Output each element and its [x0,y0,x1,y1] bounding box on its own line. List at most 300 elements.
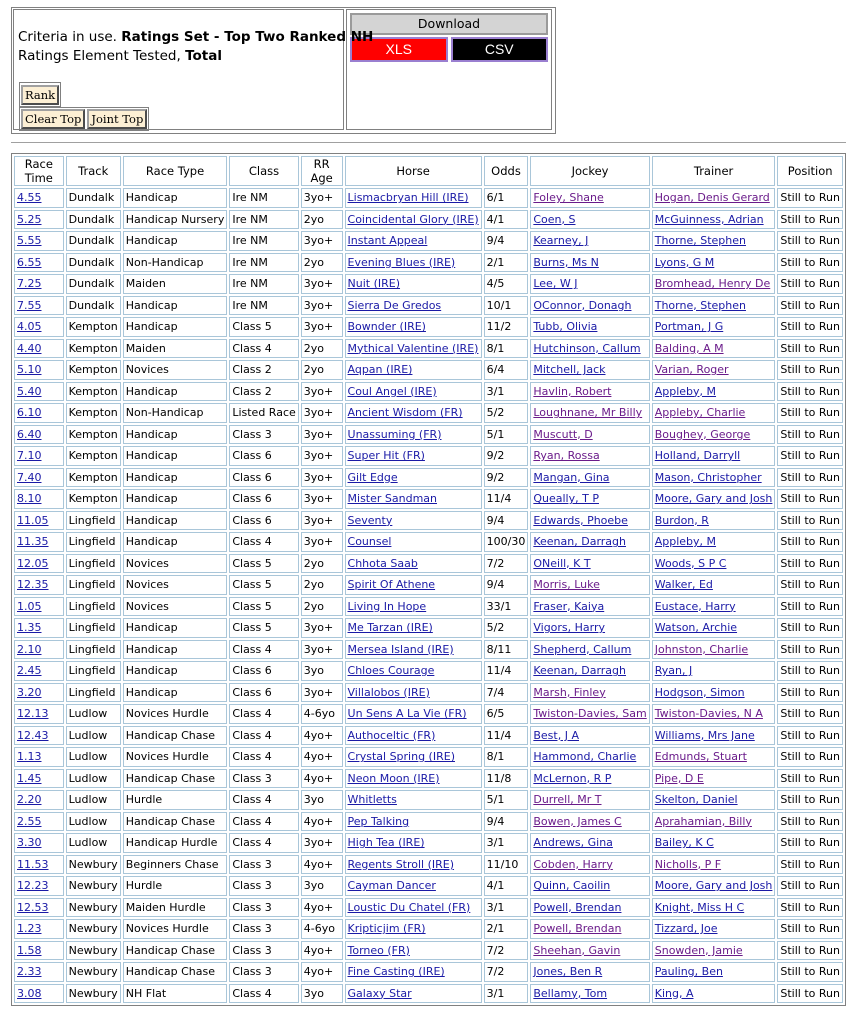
trainer-link[interactable]: Pauling, Ben [654,965,723,979]
joint-top-button[interactable]: Joint Top [87,109,147,129]
race-type-cell: Hurdle [123,790,228,810]
trainer-link[interactable]: Appleby, M [654,535,717,549]
jockey-link[interactable]: Mitchell, Jack [533,363,606,377]
odds-cell: 10/1 [484,296,529,316]
trainer-link[interactable]: Appleby, M [654,384,717,398]
jockey-link[interactable]: Keenan, Darragh [533,535,626,549]
horse-link[interactable]: Spirit Of Athene [347,578,436,592]
horse-link[interactable]: Instant Appeal [347,234,428,248]
trainer-link[interactable]: Walker, Ed [654,578,713,592]
position-cell: Still to Run [777,511,843,531]
trainer-link[interactable]: Moore, Gary and Josh [654,492,773,506]
jockey-link[interactable]: Quinn, Caoilin [533,879,611,893]
class-cell: Class 3 [229,855,298,875]
horse-cell [345,661,482,681]
horse-link[interactable]: Whitletts [347,793,397,807]
track-cell: Dundalk [66,274,121,294]
jockey-link[interactable]: Burns, Ms N [533,255,599,269]
race-time-cell [14,683,64,703]
horse-link[interactable]: Living In Hope [347,599,427,613]
position-cell: Still to Run [777,855,843,875]
track-cell: Kempton [66,382,121,402]
horse-link[interactable]: Seventy [347,513,393,527]
track-cell: Kempton [66,425,121,445]
trainer-link[interactable]: Knight, Miss H C [654,900,745,914]
race-time-link[interactable]: 12.13 [17,707,49,721]
horse-link[interactable]: Mister Sandman [347,492,437,506]
track-cell: Kempton [66,317,121,337]
jockey-link[interactable]: Foley, Shane [533,191,604,205]
track-cell: Kempton [66,468,121,488]
clear-top-button[interactable]: Clear Top [21,109,85,129]
age-cell: 4yo+ [301,812,343,832]
race-time-link[interactable]: 1.45 [17,771,42,785]
trainer-link[interactable]: McGuinness, Adrian [654,212,764,226]
horse-cell [345,790,482,810]
trainer-link[interactable]: Ryan, J [654,664,693,678]
position-cell: Still to Run [777,769,843,789]
race-time-link[interactable]: 1.05 [17,599,42,613]
horse-link[interactable]: Coincidental Glory (IRE) [347,212,479,226]
position-cell: Still to Run [777,941,843,961]
trainer-cell [652,339,776,359]
jockey-cell [530,640,649,660]
jockey-link[interactable]: Shepherd, Callum [533,642,632,656]
odds-cell: 4/1 [484,876,529,896]
jockey-link[interactable]: OConnor, Donagh [533,298,632,312]
table-row [14,360,843,380]
horse-link[interactable]: Authoceltic (FR) [347,728,436,742]
table-row [14,855,843,875]
class-cell: Class 3 [229,941,298,961]
class-cell: Class 3 [229,898,298,918]
race-type-cell: Novices Hurdle [123,919,228,939]
race-time-link[interactable]: 11.05 [17,513,49,527]
age-cell: 2yo [301,339,343,359]
class-cell: Class 6 [229,446,298,466]
race-time-link[interactable]: 2.55 [17,814,42,828]
trainer-link[interactable]: Appleby, Charlie [654,406,746,420]
race-type-cell: Handicap [123,511,228,531]
race-time-link[interactable]: 6.10 [17,406,42,420]
trainer-link[interactable]: Bromhead, Henry De [654,277,771,291]
track-cell: Lingfield [66,640,121,660]
horse-cell [345,855,482,875]
jockey-link[interactable]: Andrews, Gina [533,836,613,850]
age-cell: 4-6yo [301,704,343,724]
horse-cell [345,511,482,531]
trainer-cell [652,274,776,294]
position-cell: Still to Run [777,489,843,509]
horse-cell [345,704,482,724]
race-time-link[interactable]: 12.53 [17,900,49,914]
race-time-cell [14,941,64,961]
class-cell: Class 6 [229,661,298,681]
trainer-link[interactable]: Mason, Christopher [654,470,762,484]
jockey-link[interactable]: Hutchinson, Callum [533,341,641,355]
race-time-cell [14,489,64,509]
column-header: Race Type [123,156,228,186]
horse-cell [345,339,482,359]
jockey-link[interactable]: Loughnane, Mr Billy [533,406,643,420]
table-row [14,532,843,552]
race-time-link[interactable]: 6.55 [17,255,42,269]
race-time-link[interactable]: 2.20 [17,793,42,807]
odds-cell: 11/8 [484,769,529,789]
horse-link[interactable]: Villalobos (IRE) [347,685,430,699]
jockey-link[interactable]: McLernon, R P [533,771,612,785]
track-cell: Dundalk [66,210,121,230]
race-time-link[interactable]: 5.10 [17,363,42,377]
race-time-link[interactable]: 7.10 [17,449,42,463]
race-time-link[interactable]: 1.35 [17,621,42,635]
column-header: Horse [345,156,482,186]
race-time-cell [14,833,64,853]
age-cell: 3yo [301,984,343,1004]
trainer-link[interactable]: Twiston-Davies, N A [654,707,763,721]
trainer-cell [652,941,776,961]
trainer-link[interactable]: Pipe, D E [654,771,704,785]
track-cell: Kempton [66,446,121,466]
position-cell: Still to Run [777,382,843,402]
jockey-link[interactable]: Fraser, Kaiya [533,599,605,613]
odds-cell: 9/4 [484,511,529,531]
race-time-cell [14,339,64,359]
position-cell: Still to Run [777,274,843,294]
position-cell: Still to Run [777,575,843,595]
trainer-link[interactable]: Eustace, Harry [654,599,736,613]
jockey-link[interactable]: Kearney, J [533,234,589,248]
jockey-cell [530,296,649,316]
jockey-link[interactable]: Marsh, Finley [533,685,606,699]
horse-link[interactable]: Loustic Du Chatel (FR) [347,900,471,914]
table-row [14,554,843,574]
race-type-cell: Handicap [123,188,228,208]
download-title: Download [350,13,548,35]
race-time-link[interactable]: 6.40 [17,427,42,441]
jockey-link[interactable]: Morris, Luke [533,578,600,592]
race-time-link[interactable]: 3.08 [17,986,42,1000]
download-panel [346,9,552,130]
position-cell: Still to Run [777,898,843,918]
race-time-link[interactable]: 7.25 [17,277,42,291]
trainer-link[interactable]: Williams, Mrs Jane [654,728,755,742]
jockey-link[interactable]: Ryan, Rossa [533,449,600,463]
trainer-link[interactable]: Bailey, K C [654,836,714,850]
jockey-link[interactable]: Bellamy, Tom [533,986,608,1000]
position-cell: Still to Run [777,726,843,746]
horse-link[interactable]: Neon Moon (IRE) [347,771,440,785]
trainer-cell [652,618,776,638]
race-type-cell: Beginners Chase [123,855,228,875]
jockey-link[interactable]: Cobden, Harry [533,857,613,871]
horse-link[interactable]: Coul Angel (IRE) [347,384,437,398]
horse-link[interactable]: Aqpan (IRE) [347,363,413,377]
table-row [14,575,843,595]
jockey-link[interactable]: Durrell, Mr T [533,793,602,807]
horse-link[interactable]: Lismacbryan Hill (IRE) [347,191,469,205]
race-time-cell [14,790,64,810]
race-time-link[interactable]: 4.40 [17,341,42,355]
horse-link[interactable]: Un Sens A La Vie (FR) [347,707,467,721]
trainer-link[interactable]: Burdon, R [654,513,709,527]
age-cell: 4yo+ [301,769,343,789]
jockey-cell [530,747,649,767]
horse-link[interactable]: Cayman Dancer [347,879,436,893]
position-cell: Still to Run [777,210,843,230]
trainer-cell [652,812,776,832]
race-time-link[interactable]: 7.40 [17,470,42,484]
race-time-link[interactable]: 11.35 [17,535,49,549]
horse-link[interactable]: Nuit (IRE) [347,277,401,291]
horse-link[interactable]: Super Hit (FR) [347,449,425,463]
jockey-cell [530,317,649,337]
race-type-cell: Handicap Chase [123,962,228,982]
trainer-link[interactable]: Moore, Gary and Josh [654,879,773,893]
horse-link[interactable]: Unassuming (FR) [347,427,442,441]
class-cell: Class 4 [229,833,298,853]
race-time-link[interactable]: 12.23 [17,879,49,893]
table-row [14,210,843,230]
position-cell: Still to Run [777,618,843,638]
trainer-cell [652,876,776,896]
trainer-link[interactable]: Tizzard, Joe [654,922,718,936]
race-type-cell: Handicap [123,489,228,509]
track-cell: Kempton [66,360,121,380]
age-cell: 4yo+ [301,747,343,767]
jockey-cell [530,511,649,531]
jockey-link[interactable]: Coen, S [533,212,576,226]
race-time-cell [14,446,64,466]
horse-link[interactable]: Sierra De Gredos [347,298,442,312]
trainer-link[interactable]: Portman, J G [654,320,724,334]
horse-link[interactable]: Fine Casting (IRE) [347,965,445,979]
jockey-link[interactable]: Havlin, Robert [533,384,612,398]
trainer-link[interactable]: Watson, Archie [654,621,738,635]
horse-link[interactable]: Galaxy Star [347,986,412,1000]
trainer-cell [652,360,776,380]
horse-cell [345,446,482,466]
jockey-link[interactable]: Keenan, Darragh [533,664,626,678]
odds-cell: 6/4 [484,360,529,380]
trainer-link[interactable]: Aprahamian, Billy [654,814,752,828]
odds-cell: 6/1 [484,188,529,208]
race-time-link[interactable]: 4.55 [17,191,42,205]
race-time-link[interactable]: 8.10 [17,492,42,506]
track-cell: Newbury [66,941,121,961]
jockey-cell [530,253,649,273]
race-time-link[interactable]: 3.30 [17,836,42,850]
race-time-link[interactable]: 12.35 [17,578,49,592]
jockey-link[interactable]: Tubb, Olivia [533,320,598,334]
jockey-link[interactable]: ONeill, K T [533,556,591,570]
horse-link[interactable]: Chloes Courage [347,664,435,678]
race-time-cell [14,812,64,832]
trainer-link[interactable]: Holland, Darryll [654,449,741,463]
race-time-link[interactable]: 4.05 [17,320,42,334]
jockey-link[interactable]: Queally, T P [533,492,599,506]
horse-link[interactable]: Bownder (IRE) [347,320,426,334]
odds-cell: 6/5 [484,704,529,724]
horse-link[interactable]: Torneo (FR) [347,943,410,957]
odds-cell: 5/1 [484,790,529,810]
trainer-cell [652,747,776,767]
race-type-cell: Handicap [123,317,228,337]
table-row [14,941,843,961]
class-cell: Class 4 [229,704,298,724]
age-cell: 4yo+ [301,941,343,961]
race-type-cell: Handicap Chase [123,726,228,746]
trainer-link[interactable]: Balding, A M [654,341,724,355]
race-time-cell [14,360,64,380]
race-time-link[interactable]: 1.13 [17,750,42,764]
trainer-link[interactable]: King, A [654,986,694,1000]
race-time-link[interactable]: 12.43 [17,728,49,742]
download-buttons [350,37,548,62]
jockey-link[interactable]: Sheehan, Gavin [533,943,621,957]
jockey-cell [530,898,649,918]
race-time-link[interactable]: 12.05 [17,556,49,570]
trainer-link[interactable]: Hogan, Denis Gerard [654,191,770,205]
horse-link[interactable]: Kripticjim (FR) [347,922,426,936]
column-header: Jockey [530,156,649,186]
horse-cell [345,489,482,509]
trainer-cell [652,532,776,552]
race-type-cell: Non-Handicap [123,253,228,273]
race-time-link[interactable]: 5.55 [17,234,42,248]
jockey-link[interactable]: Vigors, Harry [533,621,606,635]
age-cell: 4yo+ [301,726,343,746]
table-row [14,661,843,681]
horse-link[interactable]: Me Tarzan (IRE) [347,621,433,635]
horse-link[interactable]: Evening Blues (IRE) [347,255,456,269]
trainer-cell [652,683,776,703]
xls-download-button[interactable]: XLS [350,37,448,62]
track-cell: Ludlow [66,812,121,832]
jockey-cell [530,919,649,939]
track-cell: Newbury [66,898,121,918]
trainer-cell [652,317,776,337]
jockey-cell [530,704,649,724]
jockey-cell [530,532,649,552]
class-cell: Class 4 [229,726,298,746]
odds-cell: 3/1 [484,382,529,402]
trainer-link[interactable]: Thorne, Stephen [654,298,746,312]
jockey-cell [530,984,649,1004]
race-time-link[interactable]: 1.58 [17,943,42,957]
horse-cell [345,640,482,660]
race-time-cell [14,317,64,337]
jockey-cell [530,210,649,230]
class-cell: Class 6 [229,489,298,509]
horse-link[interactable]: Crystal Spring (IRE) [347,750,455,764]
age-cell: 3yo+ [301,489,343,509]
table-row [14,769,843,789]
jockey-cell [530,812,649,832]
race-time-link[interactable]: 3.20 [17,685,42,699]
trainer-link[interactable]: Edmunds, Stuart [654,750,747,764]
jockey-link[interactable]: Best, J A [533,728,579,742]
rank-button[interactable]: Rank [21,85,59,105]
trainer-link[interactable]: Johnston, Charlie [654,642,749,656]
clear-box [19,107,149,131]
horse-cell [345,726,482,746]
race-time-link[interactable]: 5.40 [17,384,42,398]
trainer-link[interactable]: Lyons, G M [654,255,715,269]
trainer-link[interactable]: Thorne, Stephen [654,234,746,248]
race-time-link[interactable]: 11.53 [17,857,49,871]
position-cell: Still to Run [777,876,843,896]
age-cell: 3yo [301,661,343,681]
jockey-link[interactable]: Lee, W J [533,277,578,291]
trainer-link[interactable]: Boughey, George [654,427,751,441]
jockey-link[interactable]: Bowen, James C [533,814,622,828]
trainer-link[interactable]: Woods, S P C [654,556,727,570]
criteria-cell [13,9,374,130]
trainer-link[interactable]: Hodgson, Simon [654,685,745,699]
race-time-link[interactable]: 2.33 [17,965,42,979]
horse-link[interactable]: Ancient Wisdom (FR) [347,406,463,420]
jockey-cell [530,274,649,294]
jockey-link[interactable]: Powell, Brendan [533,900,622,914]
table-row [14,468,843,488]
horse-link[interactable]: Mersea Island (IRE) [347,642,454,656]
jockey-link[interactable]: Muscutt, D [533,427,593,441]
race-time-link[interactable]: 2.10 [17,642,42,656]
jockey-link[interactable]: Edwards, Phoebe [533,513,628,527]
trainer-cell [652,511,776,531]
jockey-link[interactable]: Hammond, Charlie [533,750,637,764]
odds-cell: 8/1 [484,747,529,767]
race-time-cell [14,296,64,316]
race-time-link[interactable]: 1.23 [17,922,42,936]
criteria-text [18,28,374,66]
trainer-link[interactable]: Varian, Roger [654,363,729,377]
age-cell: 2yo [301,554,343,574]
horse-link[interactable]: Gilt Edge [347,470,398,484]
table-row [14,231,843,251]
jockey-link[interactable]: Jones, Ben R [533,965,603,979]
race-time-cell [14,382,64,402]
class-cell: Listed Race [229,403,298,423]
race-time-link[interactable]: 2.45 [17,664,42,678]
race-time-link[interactable]: 7.55 [17,298,42,312]
trainer-link[interactable]: Skelton, Daniel [654,793,738,807]
horse-link[interactable]: Counsel [347,535,392,549]
horse-link[interactable]: Regents Stroll (IRE) [347,857,455,871]
horse-link[interactable]: Mythical Valentine (IRE) [347,341,479,355]
odds-cell: 7/2 [484,962,529,982]
horse-link[interactable]: High Tea (IRE) [347,836,425,850]
horse-link[interactable]: Pep Talking [347,814,410,828]
race-time-cell [14,919,64,939]
jockey-link[interactable]: Powell, Brendan [533,922,622,936]
race-time-cell [14,640,64,660]
race-type-cell: Handicap [123,296,228,316]
jockey-link[interactable]: Mangan, Gina [533,470,610,484]
race-time-cell [14,274,64,294]
horse-link[interactable]: Chhota Saab [347,556,418,570]
column-header: RR Age [301,156,343,186]
trainer-link[interactable]: Nicholls, P F [654,857,722,871]
trainer-link[interactable]: Snowden, Jamie [654,943,743,957]
jockey-cell [530,683,649,703]
jockey-link[interactable]: Twiston-Davies, Sam [533,707,647,721]
race-time-link[interactable]: 5.25 [17,212,42,226]
horse-cell [345,919,482,939]
class-cell: Ire NM [229,274,298,294]
csv-download-button[interactable]: CSV [451,37,549,62]
